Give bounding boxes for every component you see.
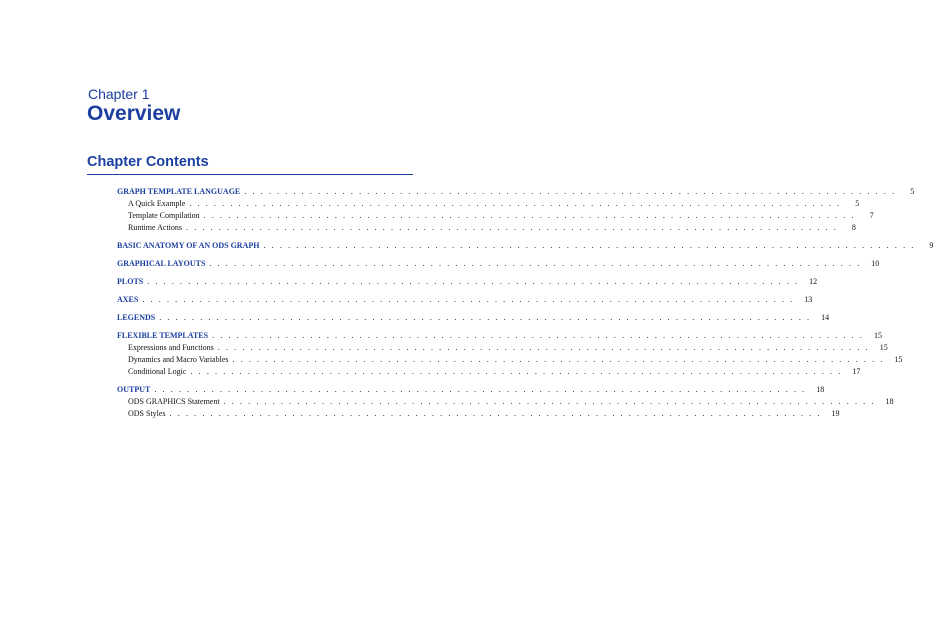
toc-section-entry[interactable] <box>117 258 880 270</box>
toc-subsection-entry[interactable] <box>117 354 903 366</box>
toc-dot-leader: . . . . . . . . . . . . . . . . . . . . . . . . . . . . . . . . . . . . . . . . . . . . . . . . . . . . . . . . . . . . . . . . . . . . . . . . . . . . . . . . <box>147 277 800 286</box>
toc-subsection-entry[interactable] <box>117 342 888 354</box>
contents-heading: Chapter Contents <box>87 154 209 170</box>
toc-dot-leader: . . . . . . . . . . . . . . . . . . . . . . . . . . . . . . . . . . . . . . . . . . . . . . . . . . . . . . . . . . . . . . . . . . . . . . . . . . . . . . . . <box>186 223 838 232</box>
toc-page-number: 9 <box>929 241 933 250</box>
chapter-title: Overview <box>87 102 181 125</box>
toc-section-entry[interactable] <box>117 240 933 252</box>
toc-page-number: 8 <box>851 223 856 232</box>
toc-dot-leader: . . . . . . . . . . . . . . . . . . . . . . . . . . . . . . . . . . . . . . . . . . . . . . . . . . . . . . . . . . . . . . . . . . . . . . . . . . . . . . . . <box>142 295 795 304</box>
toc-section-entry[interactable] <box>117 384 825 396</box>
toc-subsection-entry[interactable] <box>117 408 840 420</box>
toc-dot-leader: . . . . . . . . . . . . . . . . . . . . . . . . . . . . . . . . . . . . . . . . . . . . . . . . . . . . . . . . . . . . . . . . . . . . . . . . . . . . . . . . <box>217 343 870 352</box>
toc-entry-title: A Quick Example <box>128 199 186 208</box>
toc-page-number: 17 <box>852 367 861 376</box>
toc-entry-title: AXES <box>117 295 139 304</box>
chapter-label: Chapter 1 <box>88 86 150 102</box>
toc-subsection-entry[interactable] <box>117 198 860 210</box>
toc-dot-leader: . . . . . . . . . . . . . . . . . . . . . . . . . . . . . . . . . . . . . . . . . . . . . . . . . . . . . . . . . . . . . . . . . . . . . . . . . . . . . . . . <box>169 409 822 418</box>
toc-subsection-entry[interactable] <box>117 396 894 408</box>
toc-page-number: 15 <box>894 355 903 364</box>
toc-section-entry[interactable] <box>117 312 830 324</box>
toc-entry-title: BASIC ANATOMY OF AN ODS GRAPH <box>117 241 260 250</box>
toc-page-number: 19 <box>831 409 840 418</box>
toc-entry-title: ODS Styles <box>128 409 166 418</box>
toc-entry-title: ODS GRAPHICS Statement <box>128 397 220 406</box>
toc-entry-title: GRAPHICAL LAYOUTS <box>117 259 206 268</box>
toc-entry-title: FLEXIBLE TEMPLATES <box>117 331 209 340</box>
toc-dot-leader: . . . . . . . . . . . . . . . . . . . . . . . . . . . . . . . . . . . . . . . . . . . . . . . . . . . . . . . . . . . . . . . . . . . . . . . . . . . . . . . . <box>223 397 876 406</box>
toc-section-entry[interactable] <box>117 294 813 306</box>
toc-subsection-entry[interactable] <box>117 222 856 234</box>
toc-section-entry[interactable] <box>117 330 882 342</box>
toc-entry-title: OUTPUT <box>117 385 151 394</box>
contents-divider <box>87 174 413 175</box>
toc-page-number: 18 <box>816 385 825 394</box>
toc-page-number: 15 <box>873 331 882 340</box>
toc-entry-title: Runtime Actions <box>128 223 182 232</box>
toc-entry-title: Conditional Logic <box>128 367 187 376</box>
toc-entry-title: GRAPH TEMPLATE LANGUAGE <box>117 187 241 196</box>
toc-dot-leader: . . . . . . . . . . . . . . . . . . . . . . . . . . . . . . . . . . . . . . . . . . . . . . . . . . . . . . . . . . . . . . . . . . . . . . . . . . . . . . . . <box>203 211 856 220</box>
toc-entry-title: Template Compilation <box>128 211 200 220</box>
toc-page-number: 13 <box>804 295 813 304</box>
toc-entry-title: LEGENDS <box>117 313 156 322</box>
toc-dot-leader: . . . . . . . . . . . . . . . . . . . . . . . . . . . . . . . . . . . . . . . . . . . . . . . . . . . . . . . . . . . . . . . . . . . . . . . . . . . . . . . . <box>190 367 843 376</box>
toc-page-number: 14 <box>821 313 830 322</box>
toc-page-number: 7 <box>869 211 874 220</box>
toc-section-entry[interactable] <box>117 186 915 198</box>
toc-subsection-entry[interactable] <box>117 210 874 222</box>
toc-dot-leader: . . . . . . . . . . . . . . . . . . . . . . . . . . . . . . . . . . . . . . . . . . . . . . . . . . . . . . . . . . . . . . . . . . . . . . . . . . . . . . . . <box>159 313 812 322</box>
toc-dot-leader: . . . . . . . . . . . . . . . . . . . . . . . . . . . . . . . . . . . . . . . . . . . . . . . . . . . . . . . . . . . . . . . . . . . . . . . . . . . . . . . . <box>209 259 862 268</box>
toc-dot-leader: . . . . . . . . . . . . . . . . . . . . . . . . . . . . . . . . . . . . . . . . . . . . . . . . . . . . . . . . . . . . . . . . . . . . . . . . . . . . . . . . <box>189 199 842 208</box>
toc-dot-leader: . . . . . . . . . . . . . . . . . . . . . . . . . . . . . . . . . . . . . . . . . . . . . . . . . . . . . . . . . . . . . . . . . . . . . . . . . . . . . . . . <box>232 355 885 364</box>
toc-page-number: 15 <box>879 343 888 352</box>
toc-dot-leader: . . . . . . . . . . . . . . . . . . . . . . . . . . . . . . . . . . . . . . . . . . . . . . . . . . . . . . . . . . . . . . . . . . . . . . . . . . . . . . . . <box>212 331 864 340</box>
toc-dot-leader: . . . . . . . . . . . . . . . . . . . . . . . . . . . . . . . . . . . . . . . . . . . . . . . . . . . . . . . . . . . . . . . . . . . . . . . . . . . . . . . . <box>154 385 807 394</box>
toc-page-number: 10 <box>871 259 880 268</box>
toc-page-number: 5 <box>855 199 860 208</box>
toc-page-number: 5 <box>910 187 915 196</box>
toc-section-entry[interactable] <box>117 276 818 288</box>
toc-dot-leader: . . . . . . . . . . . . . . . . . . . . . . . . . . . . . . . . . . . . . . . . . . . . . . . . . . . . . . . . . . . . . . . . . . . . . . . . . . . . . . . . <box>263 241 916 250</box>
toc-subsection-entry[interactable] <box>117 366 861 378</box>
toc-dot-leader: . . . . . . . . . . . . . . . . . . . . . . . . . . . . . . . . . . . . . . . . . . . . . . . . . . . . . . . . . . . . . . . . . . . . . . . . . . . . . . . . <box>244 187 897 196</box>
toc-page-number: 18 <box>885 397 894 406</box>
table-of-contents <box>117 186 933 420</box>
toc-entry-title: Dynamics and Macro Variables <box>128 355 229 364</box>
toc-entry-title: Expressions and Functions <box>128 343 214 352</box>
toc-page-number: 12 <box>809 277 818 286</box>
toc-entry-title: PLOTS <box>117 277 144 286</box>
